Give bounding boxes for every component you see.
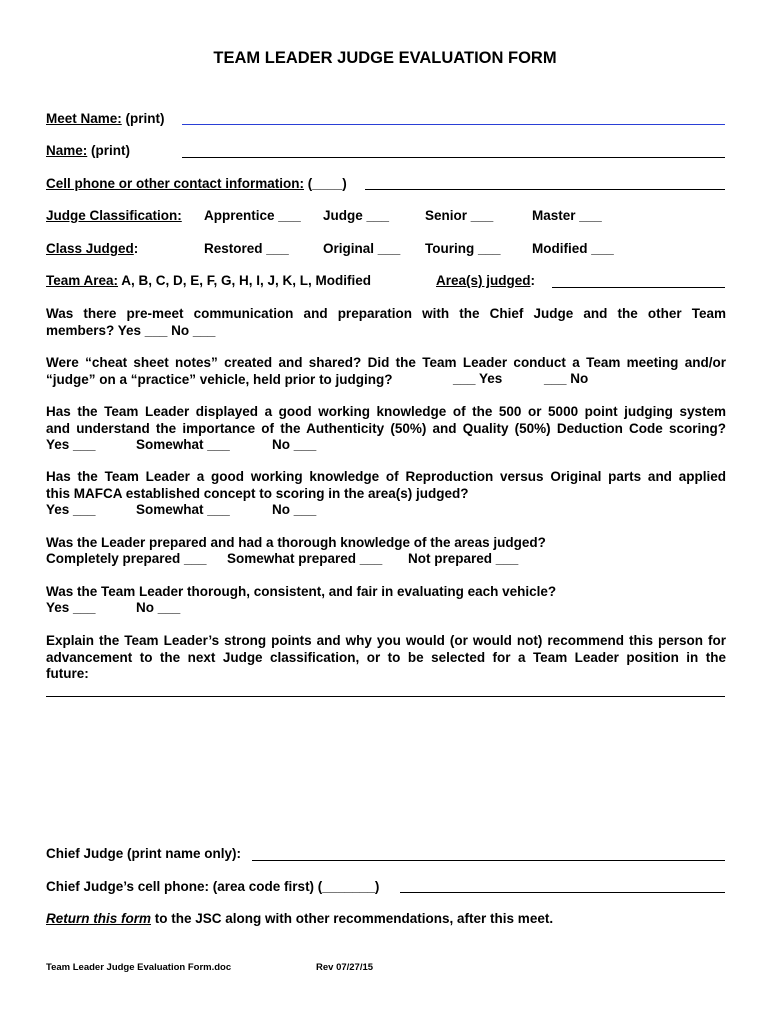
areas-judged-colon: :: [530, 273, 536, 288]
question-reproduction: [46, 469, 726, 502]
judge-class-master[interactable]: Master ___: [532, 208, 602, 223]
areas-judged-label: [436, 273, 535, 289]
class-modified[interactable]: Modified ___: [532, 241, 614, 256]
meet-name-field[interactable]: [182, 124, 725, 125]
class-judged-label-text: Class Judged: [46, 241, 134, 256]
fair-no[interactable]: No ___: [136, 600, 181, 615]
return-instruction: [46, 911, 553, 927]
chief-judge-field[interactable]: [252, 860, 725, 861]
question-judging-system-line2: and understand the importance of the Authenticity (50%) and Quality (50%) Deduction Code scoring?: [46, 420, 726, 436]
form-title: TEAM LEADER JUDGE EVALUATION FORM: [213, 49, 557, 67]
name-field[interactable]: [182, 157, 725, 158]
class-judged-colon: :: [133, 241, 139, 256]
prepared-somewhat[interactable]: Somewhat prepared ___: [227, 551, 383, 566]
chief-phone-label: Chief Judge’s cell phone: (area code first) (_______): [46, 879, 380, 894]
cheat-sheet-yes[interactable]: ___ Yes: [453, 371, 503, 386]
cell-field[interactable]: [365, 189, 725, 190]
return-emph: Return this form: [46, 911, 152, 926]
question-strong-points-line2: advancement to the next Judge classification, or to be selected for a Team Leader position in the: [46, 649, 726, 665]
class-original[interactable]: Original ___: [323, 241, 401, 256]
question-fair: Was the Team Leader thorough, consistent, and fair in evaluating each vehicle?: [46, 584, 557, 599]
class-touring[interactable]: Touring ___: [425, 241, 501, 256]
question-reproduction-line1: Has the Team Leader a good working knowledge of Reproduction versus Original parts and applied: [46, 469, 726, 484]
question-reproduction-line2: this MAFCA established concept to scoring in the area(s) judged?: [46, 485, 469, 501]
strong-points-answer-field[interactable]: [46, 696, 725, 697]
judging-system-somewhat[interactable]: Somewhat ___: [136, 437, 230, 452]
footer-revision: Rev 07/27/15: [316, 962, 374, 973]
class-restored[interactable]: Restored ___: [204, 241, 289, 256]
cheat-sheet-no[interactable]: ___ No: [544, 371, 589, 386]
team-area-row: [46, 273, 371, 289]
question-cheat-sheet-line2: “judge” on a “practice” vehicle, held prior to judging?: [46, 371, 393, 387]
class-judged-label: [46, 241, 138, 257]
question-cheat-sheet-line1: Were “cheat sheet notes” created and shared? Did the Team Leader conduct a Team meeting and/or: [46, 355, 726, 370]
prepared-completely[interactable]: Completely prepared ___: [46, 551, 207, 566]
judge-class-label: Judge Classification:: [46, 208, 182, 223]
judging-system-no[interactable]: No ___: [272, 437, 317, 452]
reproduction-no[interactable]: No ___: [272, 502, 317, 517]
question-cheat-sheet: [46, 355, 726, 388]
question-judging-system: [46, 404, 726, 437]
name-label-text: Name:: [46, 143, 88, 158]
chief-judge-label: Chief Judge (print name only):: [46, 846, 242, 861]
meet-name-label: [46, 111, 165, 127]
judge-class-judge[interactable]: Judge ___: [323, 208, 390, 223]
meet-name-label-text: Meet Name:: [46, 111, 122, 126]
question-strong-points-line1: Explain the Team Leader’s strong points and why you would (or would not) recommend this person for: [46, 633, 726, 648]
team-area-value: A, B, C, D, E, F, G, H, I, J, K, L, Modified: [121, 273, 372, 288]
cell-label-text: Cell phone or other contact information:: [46, 176, 305, 191]
team-area-label: Team Area:: [46, 273, 119, 288]
chief-phone-field[interactable]: [400, 892, 725, 893]
judging-system-yes[interactable]: Yes ___: [46, 437, 96, 452]
judge-class-apprentice[interactable]: Apprentice ___: [204, 208, 301, 223]
judge-class-senior[interactable]: Senior ___: [425, 208, 494, 223]
areas-judged-field[interactable]: [552, 287, 725, 288]
meet-name-suffix: (print): [125, 111, 165, 126]
question-judging-system-line1: Has the Team Leader displayed a good working knowledge of the 500 or 5000 point judging system: [46, 404, 726, 419]
question-premeet-line1: Was there pre-meet communication and preparation with the Chief Judge and the other Team: [46, 306, 726, 321]
name-suffix: (print): [91, 143, 131, 158]
question-premeet: [46, 306, 726, 339]
reproduction-yes[interactable]: Yes ___: [46, 502, 96, 517]
cell-label: [46, 176, 347, 192]
cell-area-code: (____): [307, 176, 347, 191]
prepared-not[interactable]: Not prepared ___: [408, 551, 519, 566]
question-strong-points-line3: future:: [46, 666, 89, 681]
question-strong-points: [46, 633, 726, 683]
question-premeet-line2: members? Yes ___ No ___: [46, 322, 216, 338]
name-label: [46, 143, 130, 159]
reproduction-somewhat[interactable]: Somewhat ___: [136, 502, 230, 517]
question-prepared: Was the Leader prepared and had a thorough knowledge of the areas judged?: [46, 535, 546, 550]
areas-judged-label-text: Area(s) judged: [436, 273, 531, 288]
footer-filename: Team Leader Judge Evaluation Form.doc: [46, 962, 232, 973]
return-rest: to the JSC along with other recommendations, after this meet.: [151, 911, 554, 926]
fair-yes[interactable]: Yes ___: [46, 600, 96, 615]
